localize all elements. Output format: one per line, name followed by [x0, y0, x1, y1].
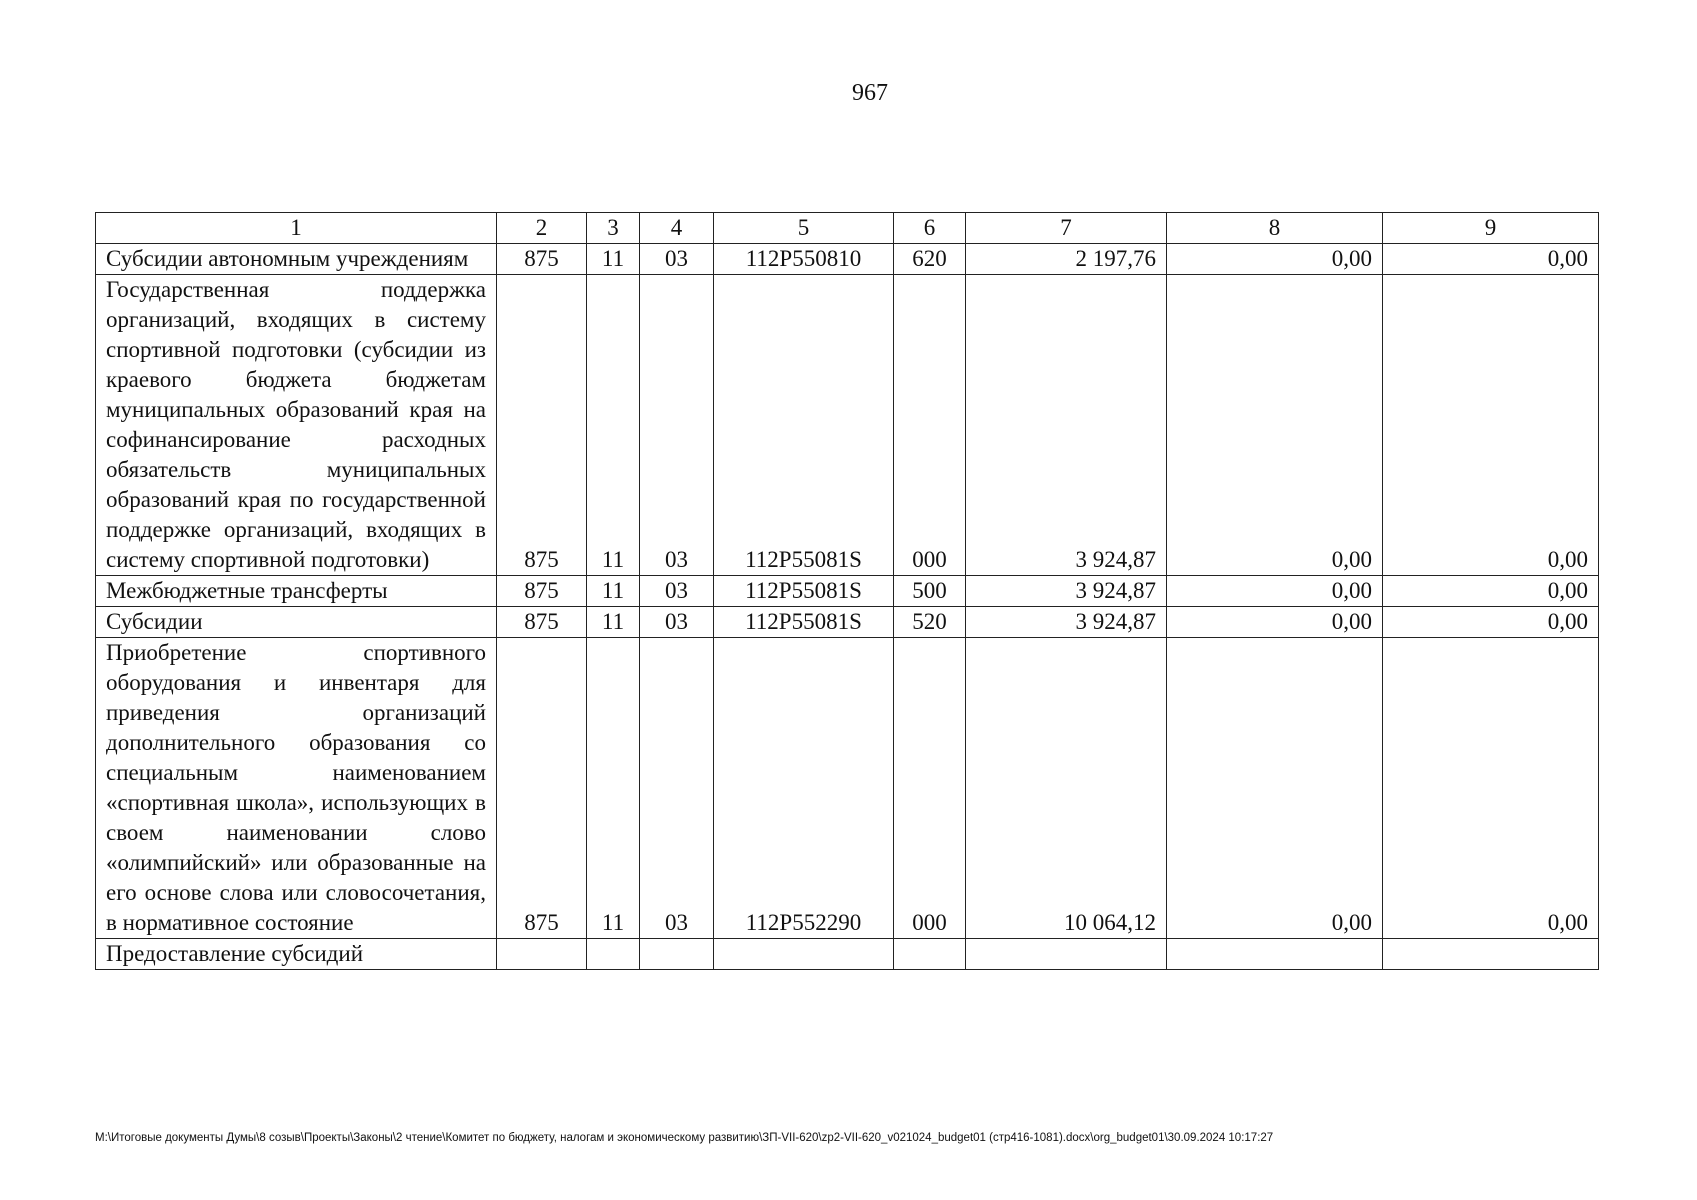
footer-file-path: M:\Итоговые документы Думы\8 созыв\Проекты\Законы\2 чтение\Комитет по бюджету, налогам и экономическому развитию\ЗП-VII-620\zp2-VII-620_v021024_budget01 (стр416-1081).docx\org_budget01\30.09.2024 10:17:27 — [95, 1132, 1274, 1144]
row-name: Субсидии — [96, 607, 497, 638]
table-row-partial — [96, 939, 1599, 970]
cell-ministry-code: 875 — [497, 244, 587, 275]
cell-ministry-code: 875 — [497, 607, 587, 638]
table-header-row — [96, 213, 1599, 244]
column-header: 8 — [1167, 213, 1383, 244]
table-row — [96, 275, 1599, 576]
cell-amount-8: 0,00 — [1167, 275, 1383, 576]
cell-amount-9: 0,00 — [1383, 244, 1599, 275]
empty-cell — [714, 939, 894, 970]
empty-cell — [966, 939, 1167, 970]
empty-cell — [497, 939, 587, 970]
cell-target-article: 112P55081S — [714, 607, 894, 638]
cell-expense-type: 000 — [894, 275, 966, 576]
row-name: Субсидии автономным учреждениям — [96, 244, 497, 275]
row-name: Межбюджетные трансферты — [96, 576, 497, 607]
cell-amount-9: 0,00 — [1383, 275, 1599, 576]
row-name: Государственная поддержка организаций, входящих в систему спортивной подготовки (субсидии из краевого бюджета бюджетам муниципальных образований края на софинансирование расходных обязательств муниципальных образований края по государственной поддержке организаций, входящих в систему спортивной подготовки) — [96, 275, 497, 576]
column-header: 9 — [1383, 213, 1599, 244]
cell-amount-9: 0,00 — [1383, 576, 1599, 607]
column-header: 3 — [587, 213, 640, 244]
cell-amount-7: 3 924,87 — [966, 275, 1167, 576]
cell-expense-type: 520 — [894, 607, 966, 638]
cell-subsection: 03 — [640, 607, 714, 638]
cell-expense-type: 620 — [894, 244, 966, 275]
cell-amount-8: 0,00 — [1167, 607, 1383, 638]
column-header: 7 — [966, 213, 1167, 244]
budget-table — [95, 212, 1599, 970]
cell-amount-7: 2 197,76 — [966, 244, 1167, 275]
cell-section: 11 — [587, 607, 640, 638]
column-header: 4 — [640, 213, 714, 244]
empty-cell — [587, 939, 640, 970]
cell-subsection: 03 — [640, 576, 714, 607]
cell-amount-8: 0,00 — [1167, 576, 1383, 607]
row-name: Предоставление субсидий — [96, 939, 497, 970]
cell-target-article: 112P55081S — [714, 275, 894, 576]
cell-ministry-code: 875 — [497, 275, 587, 576]
table-row — [96, 638, 1599, 939]
cell-amount-9: 0,00 — [1383, 607, 1599, 638]
cell-section: 11 — [587, 638, 640, 939]
cell-subsection: 03 — [640, 244, 714, 275]
cell-section: 11 — [587, 576, 640, 607]
cell-amount-7: 3 924,87 — [966, 576, 1167, 607]
cell-amount-8: 0,00 — [1167, 244, 1383, 275]
table-row — [96, 576, 1599, 607]
column-header: 6 — [894, 213, 966, 244]
page-number: 967 — [852, 80, 888, 106]
cell-expense-type: 500 — [894, 576, 966, 607]
cell-ministry-code: 875 — [497, 638, 587, 939]
column-header: 5 — [714, 213, 894, 244]
table-row — [96, 607, 1599, 638]
row-name: Приобретение спортивного оборудования и инвентаря для приведения организаций дополнительного образования со специальным наименованием «спортивная школа», использующих в своем наименовании слово «олимпийский» или образованные на его основе слова или словосочетания, в нормативное состояние — [96, 638, 497, 939]
cell-amount-7: 3 924,87 — [966, 607, 1167, 638]
cell-target-article: 112P55081S — [714, 576, 894, 607]
empty-cell — [1167, 939, 1383, 970]
cell-amount-7: 10 064,12 — [966, 638, 1167, 939]
cell-subsection: 03 — [640, 638, 714, 939]
column-header: 2 — [497, 213, 587, 244]
empty-cell — [1383, 939, 1599, 970]
table-row — [96, 244, 1599, 275]
column-header: 1 — [96, 213, 497, 244]
empty-cell — [894, 939, 966, 970]
cell-section: 11 — [587, 244, 640, 275]
cell-target-article: 112P550810 — [714, 244, 894, 275]
cell-target-article: 112P552290 — [714, 638, 894, 939]
cell-subsection: 03 — [640, 275, 714, 576]
cell-amount-8: 0,00 — [1167, 638, 1383, 939]
cell-ministry-code: 875 — [497, 576, 587, 607]
cell-amount-9: 0,00 — [1383, 638, 1599, 939]
cell-section: 11 — [587, 275, 640, 576]
cell-expense-type: 000 — [894, 638, 966, 939]
empty-cell — [640, 939, 714, 970]
